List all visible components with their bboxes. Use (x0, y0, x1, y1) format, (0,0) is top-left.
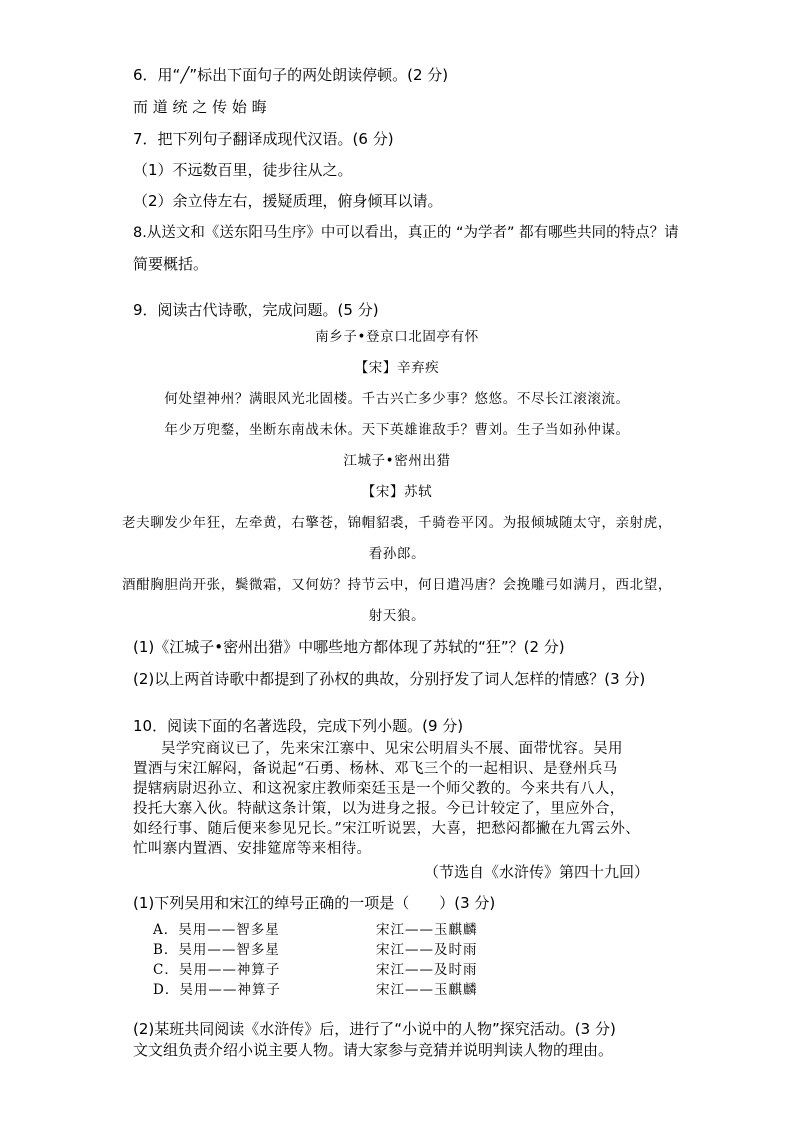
q6-sentence: 而 道 统 之 传 始 晦 (133, 98, 267, 116)
poem1-author: 【宋】辛弃疾 (354, 360, 440, 376)
option-c-left: C．吴用——神算子 (153, 962, 281, 978)
excerpt-line: 置酒与宋江解闷，备说起“石勇、杨林、邓飞三个的一起相识、是登州兵马 (133, 761, 618, 777)
option-a-right: 宋江——玉麒麟 (376, 922, 478, 938)
q9-sub-1: (1)《江城子•密州出猎》中哪些地方都体现了苏轼的“狂”？(2 分) (133, 638, 565, 656)
option-a-left: A．吴用——智多星 (153, 922, 280, 938)
q10-sub-1: (1)下列吴用和宋江的绰号正确的一项是（ ）(3 分) (133, 894, 496, 912)
q10-sub-2: (2)某班共同阅读《水浒传》后，进行了“小说中的人物”探究活动。(3 分) (133, 1020, 616, 1038)
q9-sub-2: (2)以上两首诗歌中都提到了孙权的典故，分别抒发了词人怎样的情感？(3 分) (133, 670, 646, 688)
excerpt-source: （节选自《水浒传》第四十九回） (424, 863, 650, 881)
q8-line-1: 8.从送文和《送东阳马生序》中可以看出，真正的 “为学者” 都有哪些共同的特点？请 (133, 225, 679, 241)
excerpt-line: 吴学究商议已了，先来宋江寨中、见宋公明眉头不展、面带忧容。吴用 (161, 741, 623, 757)
excerpt-line: 如经行事、随后便来参见兄长。”宋江听说罢，大喜，把愁闷都撇在九霄云外、 (133, 821, 641, 837)
poem1-line: 何处望神州？满眼风光北固楼。千古兴亡多少事？悠悠。不尽长江滚滚流。 (164, 391, 630, 407)
poem2-line: 看孙郎。 (368, 546, 426, 562)
option-d-right: 宋江——玉麒麟 (376, 982, 478, 998)
poem1-line: 年少万兜鍪，坐断东南战未休。天下英雄谁敌手？曹刘。生子当如孙仲谋。 (164, 422, 630, 438)
q8-line-2: 简要概括。 (133, 255, 209, 273)
poem2-title: 江城子•密州出猎 (343, 453, 451, 469)
q6-title: 6．用“╱”标出下面句子的两处朗读停顿。(2 分) (133, 66, 449, 84)
poem2-line: 老夫聊发少年狂，左牵黄，右擎苍，锦帽貂裘，千骑卷平冈。为报倾城随太守，亲射虎， (122, 515, 672, 531)
q9-title: 9．阅读古代诗歌，完成问题。(5 分) (133, 301, 379, 319)
option-c-right: 宋江——及时雨 (376, 962, 478, 978)
poem2-line: 酒酣胸胆尚开张，鬓微霜，又何妨？持节云中，何日遣冯唐？会挽雕弓如满月，西北望， (122, 577, 672, 593)
option-b-right: 宋江——及时雨 (376, 942, 478, 958)
excerpt-line: 提辖病尉迟孙立、和这祝家庄教师栾廷玉是一个师父教的。今来共有八人， (133, 781, 625, 797)
option-d-left: D．吴用——神算子 (153, 982, 281, 998)
q10-sub-2-line-2: 文文组负责介绍小说主要人物。请大家参与竞猜并说明判读人物的理由。 (133, 1041, 614, 1059)
q7-item-2: （2）余立侍左右，援疑质理，俯身倾耳以请。 (133, 192, 443, 210)
excerpt-line: 忙叫寨内置酒、安排筵席等来相待。 (133, 841, 372, 857)
q7-title: 7．把下列句子翻译成现代汉语。(6 分) (133, 130, 394, 148)
q7-item-1: （1）不远数百里，徒步往从之。 (133, 161, 353, 179)
poem1-title: 南乡子•登京口北固亭有怀 (315, 329, 479, 345)
poem2-line: 射天狼。 (368, 608, 426, 624)
option-b-left: B．吴用——智多星 (153, 942, 280, 958)
excerpt-line: 投托大寨入伙。特献这条计策，以为进身之报。今已计较定了，里应外合， (133, 801, 625, 817)
q10-title: 10．阅读下面的名著选段，完成下列小题。(9 分) (133, 717, 464, 735)
poem2-author: 【宋】苏轼 (361, 484, 433, 500)
